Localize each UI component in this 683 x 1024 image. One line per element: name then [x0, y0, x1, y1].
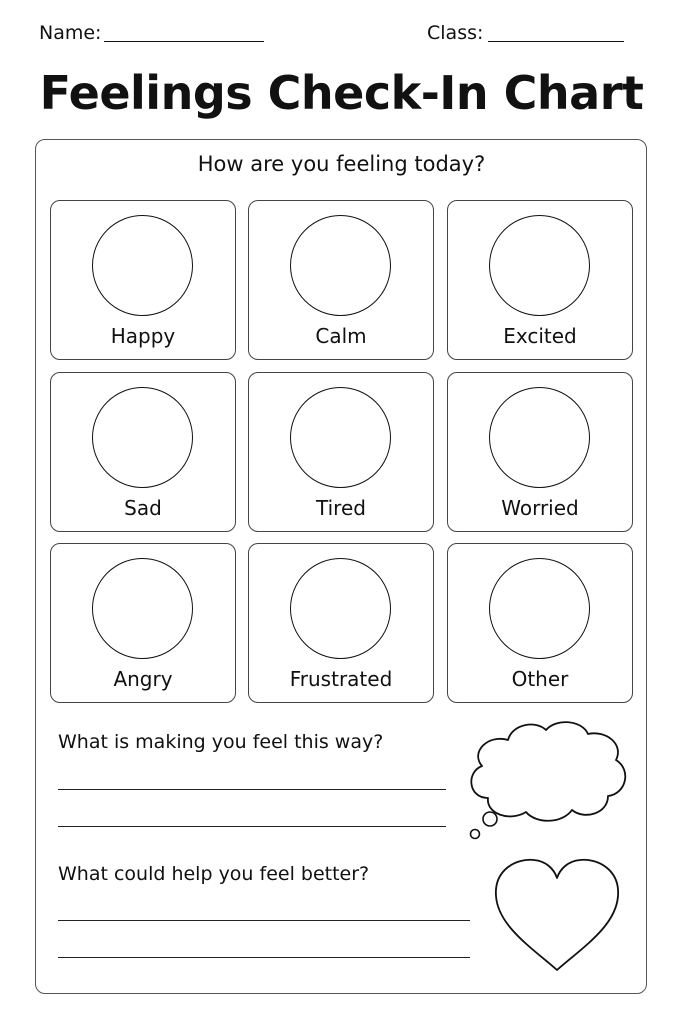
face-circle[interactable] [489, 387, 590, 488]
feeling-label: Tired [316, 496, 366, 520]
feeling-label: Sad [124, 496, 162, 520]
feeling-card-sad [50, 372, 236, 532]
name-field[interactable] [104, 41, 264, 42]
feeling-label: Worried [501, 496, 579, 520]
feeling-label: Angry [113, 667, 173, 691]
face-circle[interactable] [489, 215, 590, 316]
feelings-question: How are you feeling today? [197, 152, 486, 176]
help-prompt: What could help you feel better? [58, 863, 370, 885]
cause-answer-line-2[interactable] [58, 826, 446, 827]
feeling-card-frustrated [248, 543, 434, 703]
face-circle[interactable] [489, 558, 590, 659]
name-label: Name: [39, 22, 102, 44]
feeling-label: Frustrated [289, 667, 393, 691]
feeling-card-tired [248, 372, 434, 532]
feeling-label: Other [511, 667, 569, 691]
feeling-label: Calm [315, 324, 367, 348]
class-label: Class: [427, 22, 484, 44]
feeling-card-happy [50, 200, 236, 360]
feeling-card-angry [50, 543, 236, 703]
face-circle[interactable] [92, 215, 193, 316]
cause-prompt: What is making you feel this way? [58, 731, 384, 753]
feeling-card-other [447, 543, 633, 703]
face-circle[interactable] [290, 387, 391, 488]
feeling-label: Excited [503, 324, 577, 348]
face-circle[interactable] [290, 215, 391, 316]
cause-answer-line-1[interactable] [58, 789, 446, 790]
face-circle[interactable] [92, 387, 193, 488]
page-title: Feelings Check-In Chart [39, 66, 644, 120]
face-circle[interactable] [92, 558, 193, 659]
thought-bubble-icon [464, 716, 634, 846]
feeling-card-excited [447, 200, 633, 360]
help-answer-line-1[interactable] [58, 920, 470, 921]
heart-icon [492, 856, 622, 974]
feeling-card-worried [447, 372, 633, 532]
face-circle[interactable] [290, 558, 391, 659]
feeling-label: Happy [110, 324, 176, 348]
class-field[interactable] [488, 41, 624, 42]
help-answer-line-2[interactable] [58, 957, 470, 958]
feeling-card-calm [248, 200, 434, 360]
